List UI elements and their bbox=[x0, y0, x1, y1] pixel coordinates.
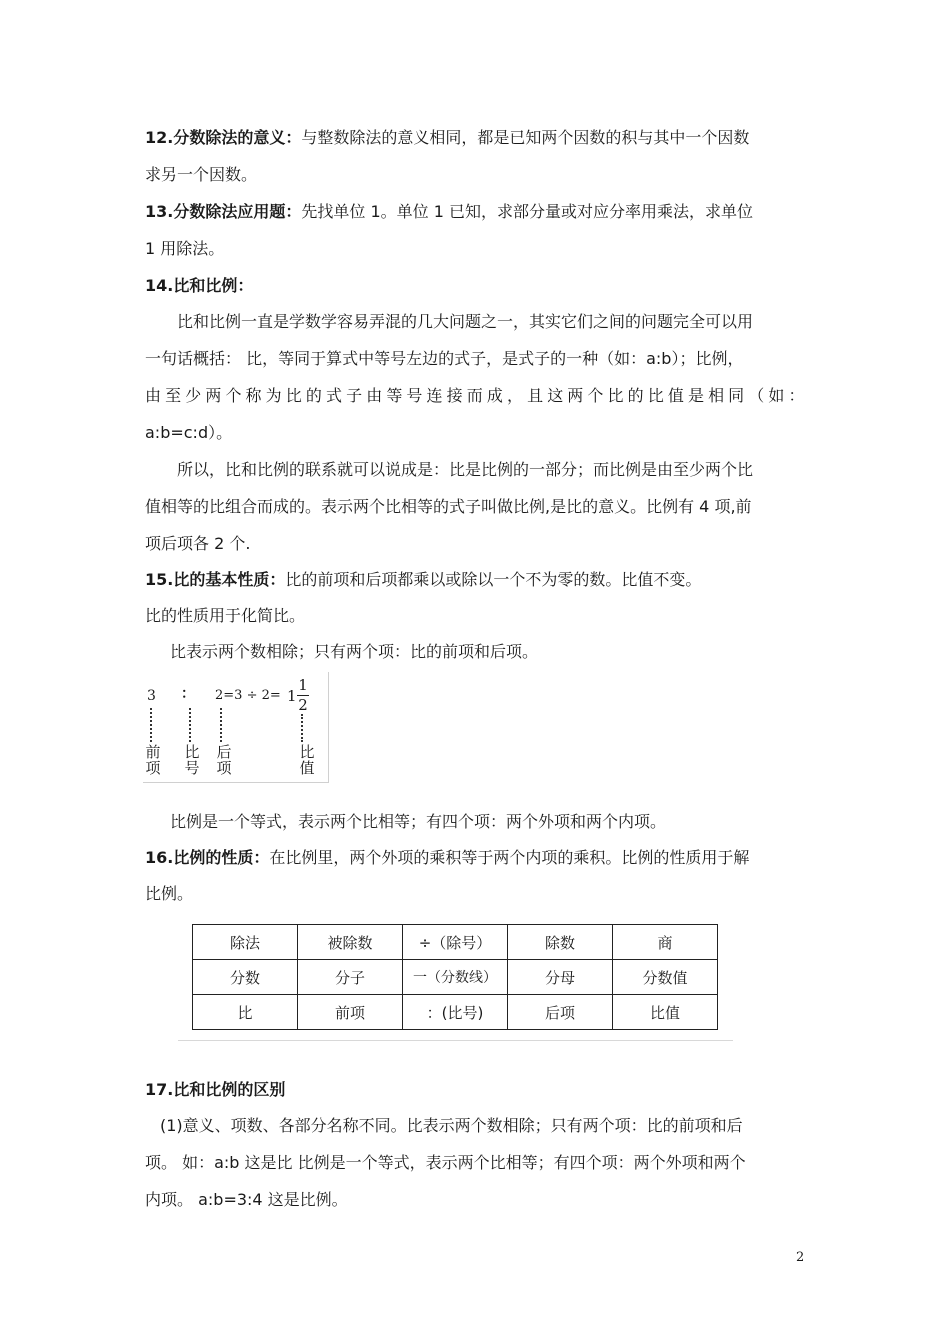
justified-char: 称 bbox=[245, 386, 262, 405]
division-fraction-ratio-table bbox=[192, 924, 718, 1030]
justified-char: 等 bbox=[386, 386, 403, 405]
section-13-line-2: 1 用除法。 bbox=[145, 239, 225, 258]
justified-char: 少 bbox=[185, 386, 202, 405]
section-14-para1-line3 bbox=[145, 386, 805, 406]
section-14-para2-line3: 项后项各 2 个. bbox=[145, 534, 251, 553]
justified-char: 的 bbox=[627, 386, 644, 405]
label-ratio-sign: 比 号 bbox=[184, 743, 200, 777]
ratio-terms-figure bbox=[143, 672, 329, 783]
section-17-line-2: 项。 如：a:b 这是比 比例是一个等式，表示两个比相等；有四个项：两个外项和两个 bbox=[145, 1153, 746, 1172]
page-number: 2 bbox=[796, 1250, 805, 1265]
section-17-title: 17.比和比例的区别 bbox=[145, 1080, 286, 1099]
justified-char: 如 bbox=[768, 386, 785, 405]
section-14-title: 14.比和比例： bbox=[145, 276, 254, 295]
table-cell: 被除数 bbox=[298, 925, 403, 960]
section-12-line-1 bbox=[145, 128, 749, 148]
section-14-para1-line1: 比和比例一直是学数学容易弄混的几大问题之一，其实它们之间的问题完全可以用 bbox=[177, 312, 754, 331]
label-front-term: 前 项 bbox=[145, 743, 161, 777]
justified-char: 两 bbox=[567, 386, 584, 405]
table-cell: 商 bbox=[613, 925, 718, 960]
table-cell: 一（分数线） bbox=[403, 960, 508, 995]
justified-char: 比 bbox=[607, 386, 624, 405]
section-12-text: 与整数除法的意义相同，都是已知两个因数的积与其中一个因数 bbox=[301, 128, 750, 147]
figure-fraction-denominator: 2 bbox=[298, 696, 308, 714]
justified-char: 接 bbox=[446, 386, 463, 405]
section-15-title: 15.比的基本性质： bbox=[145, 570, 286, 589]
table-cell: 比值 bbox=[613, 995, 718, 1030]
section-16-text: 在比例里，两个外项的乘积等于两个内项的乘积。比例的性质用于解 bbox=[269, 848, 750, 867]
section-15-line-4: 比例是一个等式，表示两个比相等；有四个项：两个外项和两个内项。 bbox=[170, 812, 667, 831]
section-13-title: 13.分数除法应用题： bbox=[145, 202, 302, 221]
section-12-title: 12.分数除法的意义： bbox=[145, 128, 302, 147]
justified-char: 号 bbox=[406, 386, 423, 405]
table-cell: 除法 bbox=[193, 925, 298, 960]
table-cell: 除数 bbox=[508, 925, 613, 960]
justified-char: 个 bbox=[587, 386, 604, 405]
section-17-line-1: (1)意义、项数、各部分名称不同。比表示两个数相除；只有两个项：比的前项和后 bbox=[160, 1116, 743, 1135]
justified-char: 同 bbox=[728, 386, 745, 405]
dotted-connector-value bbox=[301, 714, 305, 742]
divider bbox=[178, 1040, 733, 1041]
table-cell: ÷（除号） bbox=[403, 925, 508, 960]
justified-char: 由 bbox=[145, 386, 162, 405]
section-15-line-1 bbox=[145, 570, 701, 590]
dotted-connector-front bbox=[150, 708, 154, 742]
section-13-line-1 bbox=[145, 202, 753, 222]
justified-char: ： bbox=[788, 386, 805, 405]
justified-char: 成 bbox=[486, 386, 503, 405]
justified-char: 连 bbox=[426, 386, 443, 405]
justified-char: 子 bbox=[346, 386, 363, 405]
justified-char: ， bbox=[506, 386, 523, 405]
table-row bbox=[193, 995, 718, 1030]
section-15-text: 比的前项和后项都乘以或除以一个不为零的数。比值不变。 bbox=[285, 570, 702, 589]
section-14-para1-line2: 一句话概括： 比，等同于算式中等号左边的式子，是式子的一种（如：a:b）；比例， bbox=[145, 349, 744, 368]
justified-char: 这 bbox=[547, 386, 564, 405]
table-cell: ：(比号) bbox=[403, 995, 508, 1030]
section-14-para1-line4: a:b=c:d）。 bbox=[145, 423, 233, 442]
justified-char: 且 bbox=[527, 386, 544, 405]
justified-char: 由 bbox=[366, 386, 383, 405]
justified-char: 是 bbox=[687, 386, 704, 405]
justified-char: 为 bbox=[265, 386, 282, 405]
table-cell: 比 bbox=[193, 995, 298, 1030]
section-14-para2-line1: 所以，比和比例的联系就可以说成是：比是比例的一部分；而比例是由至少两个比 bbox=[177, 460, 754, 479]
figure-expression: 2=3 ÷ 2= bbox=[215, 688, 281, 703]
justified-char: 比 bbox=[285, 386, 302, 405]
justified-char: 相 bbox=[708, 386, 725, 405]
justified-char: 式 bbox=[325, 386, 342, 405]
justified-char: 两 bbox=[205, 386, 222, 405]
table-cell: 分子 bbox=[298, 960, 403, 995]
table-cell: 前项 bbox=[298, 995, 403, 1030]
dotted-connector-sign bbox=[189, 708, 193, 742]
table-cell: 分数 bbox=[193, 960, 298, 995]
section-13-text: 先找单位 1。单位 1 已知，求部分量或对应分率用乘法，求单位 bbox=[301, 202, 753, 221]
section-16-line-1 bbox=[145, 848, 749, 868]
justified-char: 比 bbox=[647, 386, 664, 405]
justified-char: 而 bbox=[466, 386, 483, 405]
label-ratio-value: 比 值 bbox=[299, 743, 315, 777]
section-14-para2-line2: 值相等的比组合而成的。表示两个比相等的式子叫做比例,是比的意义。比例有 4 项,前 bbox=[145, 497, 752, 516]
section-15-line-3: 比表示两个数相除；只有两个项：比的前项和后项。 bbox=[170, 642, 539, 661]
section-15-line-2: 比的性质用于化简比。 bbox=[145, 606, 306, 625]
section-17-line-3: 内项。 a:b=3:4 这是比例。 bbox=[145, 1190, 348, 1209]
table-row bbox=[193, 925, 718, 960]
figure-colon: ： bbox=[181, 686, 195, 702]
justified-char: 个 bbox=[225, 386, 242, 405]
table-cell: 分数值 bbox=[613, 960, 718, 995]
section-16-line-2: 比例。 bbox=[145, 884, 194, 903]
justified-char: （ bbox=[748, 386, 765, 405]
figure-antecedent: 3 bbox=[147, 688, 156, 704]
table-cell: 分母 bbox=[508, 960, 613, 995]
justified-char: 至 bbox=[165, 386, 182, 405]
dotted-connector-back bbox=[220, 708, 224, 742]
section-16-title: 16.比例的性质： bbox=[145, 848, 270, 867]
justified-char: 值 bbox=[667, 386, 684, 405]
figure-whole-number: 1 bbox=[287, 687, 297, 705]
section-12-line-2: 求另一个因数。 bbox=[145, 165, 258, 184]
figure-fraction-numerator: 1 bbox=[298, 676, 308, 694]
label-back-term: 后 项 bbox=[216, 743, 232, 777]
table-cell: 后项 bbox=[508, 995, 613, 1030]
table-row bbox=[193, 960, 718, 995]
justified-char: 的 bbox=[305, 386, 322, 405]
